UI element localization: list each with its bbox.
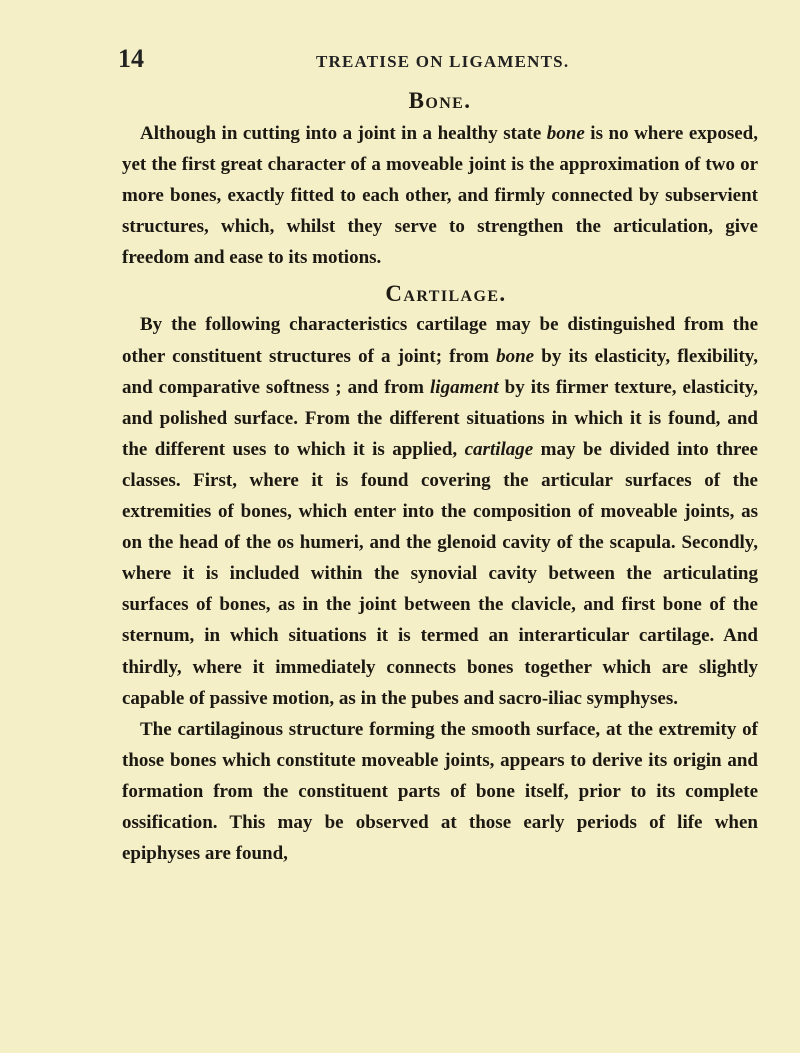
text-run: by its elasticity, flexibility, and comparative softness ; and from bbox=[122, 345, 758, 398]
italic-term: bone bbox=[546, 123, 585, 144]
italic-term: ligament bbox=[430, 376, 499, 398]
paragraph-cartilage-2: The cartilaginous structure forming the smooth surface, at the extremity of those bones which constitute moveable joints, appears to derive its origin and formation from the constituent parts of bone itself, prior to its complete ossification. This may be observed at those early periods of life when epiphyses are found, bbox=[122, 718, 758, 865]
running-title: TREATISE ON LIGAMENTS. bbox=[316, 52, 570, 71]
text-run: Although in cutting into a joint in a healthy state bbox=[140, 123, 547, 144]
running-head bbox=[118, 40, 758, 80]
paragraph-bone bbox=[122, 118, 758, 273]
paragraph-cartilage-1 bbox=[122, 309, 758, 713]
page-number: 14 bbox=[118, 44, 144, 73]
text-run: is no where exposed, yet the first great character of a moveable joint is the approximation of two or more bones, exactly fitted to each other, and firmly connected by subservient structures, which, whilst they serve to strengthen the articulation, give freedom and ease to its motions. bbox=[122, 123, 758, 269]
italic-term: cartilage bbox=[464, 438, 534, 460]
section-heading-cartilage: Cartilage. bbox=[385, 281, 507, 307]
section-heading-bone: Bone. bbox=[408, 88, 472, 113]
text-run: may be divided into three classes. First, where it is found covering the articular surfaces of the extremities of bones, which enter into the composition of moveable joints, as on the head of the os humeri, and the glenoid cavity of the scapula. Secondly, where it is included within the synovial cavity between the articulating surfaces of bones, as in the joint between the clavicle, and first bone of the sternum, in which situations it is termed an interarticular cartilage. And thirdly, where it immediately connects bones together which are slightly capable of passive motion, as in the pubes and sacro-iliac symphyses. bbox=[122, 438, 758, 709]
italic-term: bone bbox=[496, 345, 535, 367]
text-run: By the following characteristics cartilage may be distinguished from the other constituent structures of a joint; from bbox=[122, 314, 758, 367]
text-run: by its firmer texture, elasticity, and polished surface. From the different situations in which it is found, and the different uses to which it is applied, bbox=[122, 376, 758, 460]
body-text bbox=[122, 86, 758, 869]
